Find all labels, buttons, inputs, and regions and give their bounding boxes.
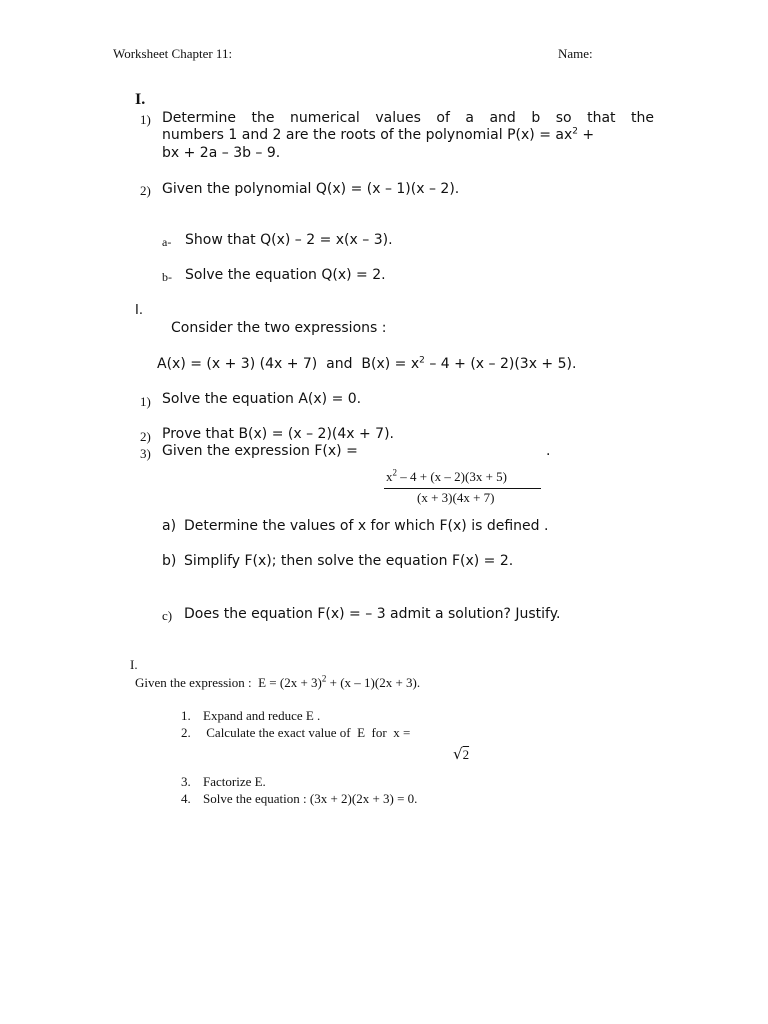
section-3-heading: I.: [130, 657, 138, 672]
s3-item-4-text: Solve the equation : (3x + 2)(2x + 3) = 0.: [203, 791, 418, 806]
s2-q1-number: 1): [140, 394, 151, 409]
s2-qa-label: a): [162, 518, 177, 534]
s1-q1-line1: Determine the numerical values of a and b so that the: [162, 110, 654, 126]
s1-q1-line3: bx + 2a – 3b – 9.: [162, 145, 281, 161]
s1-q2-number: 2): [140, 183, 151, 198]
s3-item-1-text: Expand and reduce E .: [203, 708, 321, 723]
s3-item-3-text: Factorize E.: [203, 774, 266, 789]
section-2-heading: I.: [135, 303, 143, 318]
fraction-denominator: (x + 3)(4x + 7): [417, 490, 495, 505]
s2-expressions: A(x) = (x + 3) (4x + 7) and $B(x) = x^2 - 4 + (x - 2)(3x + 5)$.: [157, 355, 577, 372]
s1-q1-line2: numbers 1 and 2 are the roots of the polynomial $P(x) = ax^2$ +: [162, 126, 595, 143]
s2-q3-text: Given the expression F(x) =: [162, 443, 358, 459]
s1-qb-text: Solve the equation Q(x) = 2.: [185, 267, 386, 283]
s2-intro: Consider the two expressions :: [171, 320, 387, 336]
s3-item-1-number: 1.: [181, 708, 191, 723]
s2-qc-text: Does the equation F(x) = – 3 admit a solution? Justify.: [184, 606, 561, 622]
s3-item-4-number: 4.: [181, 791, 191, 806]
s3-given-expression: Given the expression : $E = (2x + 3)^2 + (x - 1)(2x + 3)$.: [135, 673, 421, 690]
s2-q2-number: 2): [140, 429, 151, 444]
s2-q1-text: Solve the equation A(x) = 0.: [162, 391, 362, 407]
s3-item-3-number: 3.: [181, 774, 191, 789]
sqrt-two: [453, 745, 469, 763]
s2-qb-text: Simplify F(x); then solve the equation F(x) = 2.: [184, 553, 514, 569]
s1-q2-text: Given the polynomial Q(x) = (x – 1)(x – 2).: [162, 181, 460, 197]
worksheet-title: Worksheet Chapter 11:: [113, 46, 233, 61]
s2-qa-text: Determine the values of x for which F(x) is defined .: [184, 518, 549, 534]
s1-qa-label: a-: [162, 235, 172, 249]
s2-qc-label: c): [162, 608, 173, 623]
s2-q3-dot: .: [546, 443, 551, 459]
section-1-heading: I.: [135, 91, 146, 108]
s2-qb-label: b): [162, 553, 177, 569]
s3-item-2-text: Calculate the exact value of E for x =: [203, 725, 411, 740]
name-label: Name:: [558, 46, 593, 61]
sqrt-value: 2: [462, 747, 470, 762]
s2-q2-text: Prove that B(x) = (x – 2)(4x + 7).: [162, 426, 395, 442]
fraction-bar: [384, 488, 541, 489]
s1-q1-number: 1): [140, 112, 151, 127]
s1-qa-text: Show that Q(x) – 2 = x(x – 3).: [185, 232, 393, 248]
fraction-numerator: $x^2 - 4 + (x - 2)(3x + 5)$: [386, 467, 507, 484]
s2-q3-number: 3): [140, 446, 151, 461]
s1-qb-label: b-: [162, 270, 172, 284]
sqrt-symbol: √: [453, 745, 463, 763]
s3-item-2-number: 2.: [181, 725, 191, 740]
